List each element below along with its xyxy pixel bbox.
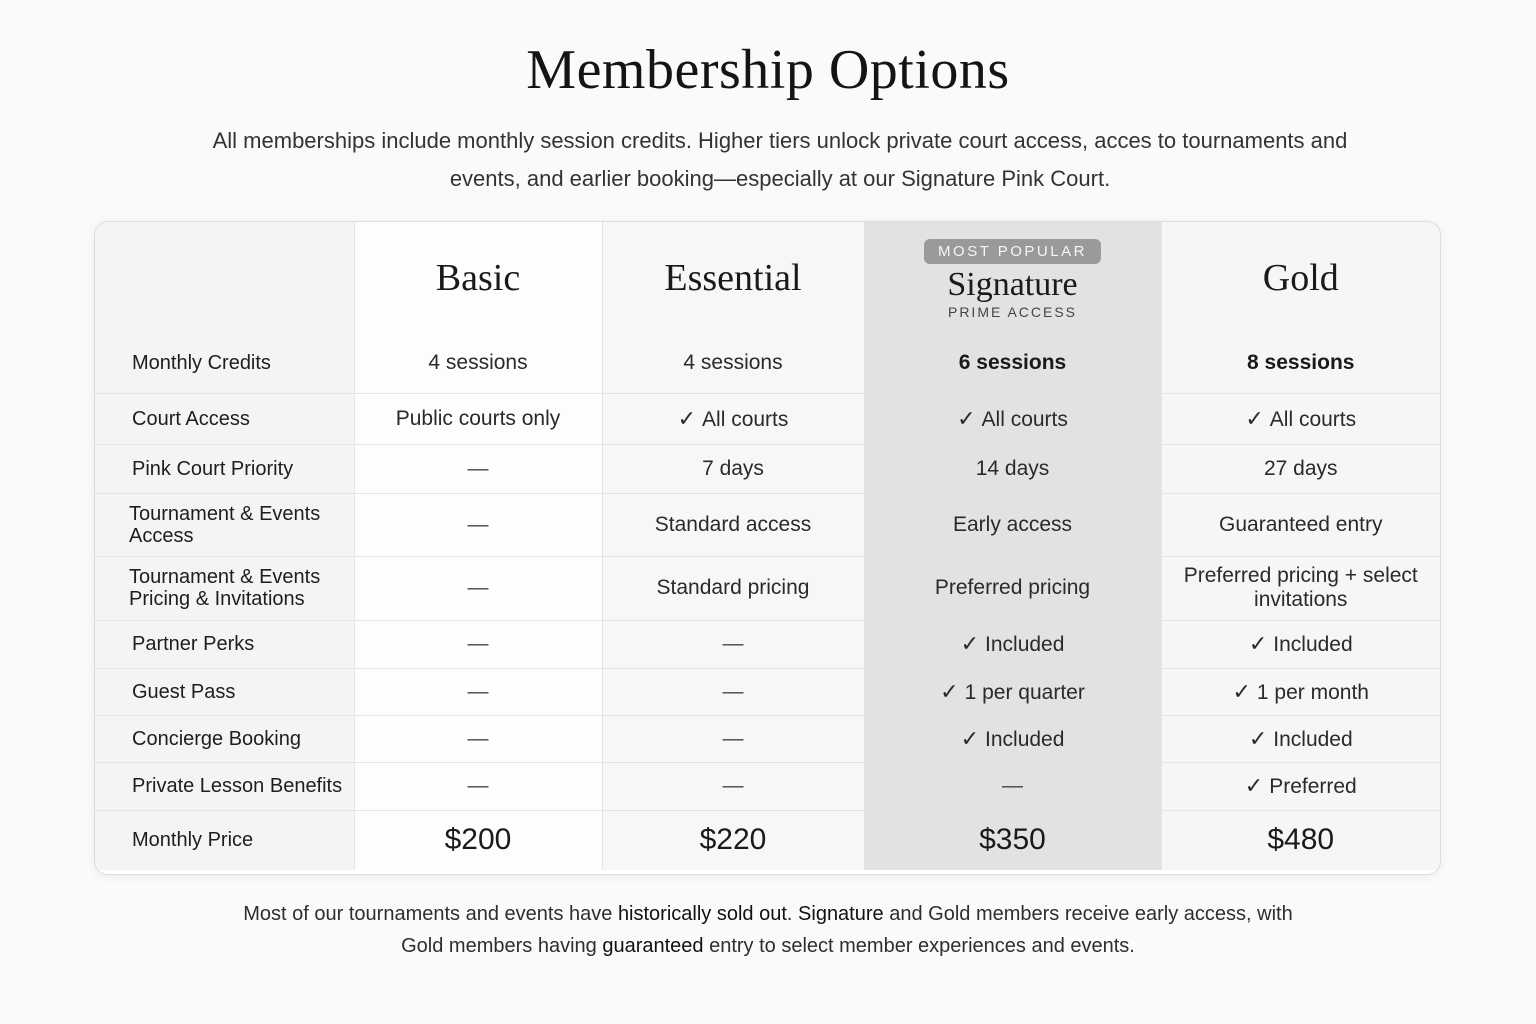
tier-name: Essential [664, 257, 802, 299]
cell-value: All courts [702, 407, 789, 431]
tier-name: Basic [435, 257, 521, 299]
price-value: $480 [1267, 823, 1335, 857]
dash-value: — [1002, 774, 1023, 797]
row-label: Concierge Booking [95, 715, 354, 762]
cell-value: 14 days [975, 456, 1050, 480]
cell-gold [1161, 668, 1440, 715]
footer-text: and Gold members receive early access, with Gold members having [401, 903, 1293, 957]
cell-basic [354, 493, 602, 556]
cell-value: Preferred pricing + select invitations [1183, 564, 1418, 611]
cell-basic [354, 620, 602, 668]
cell-basic [354, 810, 602, 870]
cell-gold [1161, 762, 1440, 810]
dash-value: — [467, 726, 489, 750]
cell-value: Preferred [1269, 775, 1357, 798]
table-row [95, 493, 1440, 556]
cell-sig [864, 810, 1161, 870]
cell-ess [602, 556, 864, 620]
cell-basic [354, 715, 602, 762]
cell-value: All courts [1269, 407, 1357, 431]
cell-sig [864, 444, 1161, 493]
tier-header-essential [602, 222, 864, 334]
cell-value: Public courts only [395, 406, 561, 430]
row-label: Private Lesson Benefits [95, 762, 354, 810]
cell-gold [1161, 334, 1440, 393]
page-subtitle: All memberships include monthly session credits. Higher tiers unlock private court access, acces to tournaments and events, and earlier booking—especially at our Signature Pink Court. [212, 128, 1348, 191]
cell-value: 27 days [1263, 456, 1338, 480]
table-row [95, 334, 1440, 393]
cell-sig [864, 393, 1161, 444]
row-label: Pink Court Priority [95, 444, 354, 493]
cell-gold [1161, 810, 1440, 870]
cell-value: Included [985, 633, 1065, 656]
row-label: Monthly Price [95, 810, 354, 870]
row-label: Monthly Credits [95, 334, 354, 393]
header-corner [95, 222, 354, 334]
price-value: $350 [979, 823, 1046, 857]
dash-value: — [467, 576, 489, 599]
cell-sig [864, 668, 1161, 715]
cell-value: Standard access [654, 512, 812, 536]
cell-value: 1 per month [1256, 680, 1369, 704]
most-popular-badge: MOST POPULAR [924, 239, 1101, 264]
check-icon: ✓ [960, 725, 980, 751]
cell-basic [354, 762, 602, 810]
dash-value: — [467, 456, 489, 480]
cell-sig [864, 493, 1161, 556]
tier-name: Signature [947, 265, 1078, 303]
cell-gold [1161, 556, 1440, 620]
cell-ess [602, 493, 864, 556]
cell-value: Preferred pricing [934, 576, 1091, 599]
price-value: $220 [699, 823, 767, 857]
cell-ess [602, 393, 864, 444]
check-icon: ✓ [940, 678, 959, 704]
footer-emphasis: guaranteed [602, 935, 704, 957]
footer-text: Most of our tournaments and events have [243, 903, 618, 925]
table-row [95, 620, 1440, 668]
cell-value: 4 sessions [683, 351, 783, 375]
check-icon: ✓ [1245, 405, 1264, 431]
cell-value: Guaranteed entry [1219, 512, 1383, 536]
cell-value: 4 sessions [428, 351, 528, 375]
cell-gold [1161, 620, 1440, 668]
cell-ess [602, 620, 864, 668]
cell-gold [1161, 393, 1440, 444]
footer-text: entry to select member experiences and events. [703, 935, 1135, 957]
cell-basic [354, 334, 602, 393]
cell-basic [354, 668, 602, 715]
cell-sig [864, 620, 1161, 668]
footer-note [230, 898, 1306, 962]
dash-value: — [722, 726, 744, 750]
cell-basic [354, 444, 602, 493]
row-label: Court Access [95, 393, 354, 444]
row-label: Guest Pass [95, 668, 354, 715]
price-value: $200 [444, 823, 512, 857]
cell-value: 7 days [702, 456, 764, 480]
cell-value: Included [1273, 633, 1353, 656]
tier-header-row [95, 222, 1440, 334]
check-icon: ✓ [957, 405, 976, 431]
cell-ess [602, 810, 864, 870]
footer-emphasis: Signature [798, 903, 884, 925]
dash-value: — [722, 679, 744, 703]
cell-value: Standard pricing [656, 576, 810, 599]
cell-sig [864, 715, 1161, 762]
page-title: Membership Options [526, 39, 1010, 101]
cell-ess [602, 334, 864, 393]
check-icon: ✓ [1248, 631, 1268, 656]
row-label: Partner Perks [95, 620, 354, 668]
cell-ess [602, 715, 864, 762]
cell-value: All courts [981, 407, 1068, 431]
cell-ess [602, 668, 864, 715]
footer-text: . [786, 903, 799, 925]
cell-ess [602, 762, 864, 810]
cell-sig [864, 556, 1161, 620]
check-icon: ✓ [1244, 773, 1264, 798]
cell-sig [864, 762, 1161, 810]
tier-header-gold [1161, 222, 1440, 334]
cell-sig [864, 334, 1161, 393]
cell-ess [602, 444, 864, 493]
dash-value: — [467, 512, 489, 536]
cell-value: Included [1273, 727, 1353, 751]
check-icon: ✓ [960, 631, 980, 656]
tier-header-basic [354, 222, 602, 334]
table-row [95, 810, 1440, 870]
check-icon: ✓ [677, 405, 697, 431]
table-row [95, 556, 1440, 620]
check-icon: ✓ [1232, 678, 1251, 704]
table-row [95, 393, 1440, 444]
dash-value: — [722, 632, 744, 655]
cell-value: 8 sessions [1247, 351, 1355, 375]
cell-gold [1161, 444, 1440, 493]
table-row [95, 444, 1440, 493]
table-row [95, 668, 1440, 715]
cell-value: Early access [952, 512, 1073, 536]
feature-rows [95, 334, 1440, 870]
table-row [95, 715, 1440, 762]
tier-name: Gold [1262, 257, 1339, 299]
tier-subtitle: PRIME ACCESS [947, 303, 1078, 320]
row-label: Tournament & Events Pricing & Invitations [95, 556, 354, 620]
cell-gold [1161, 493, 1440, 556]
row-label: Tournament & Events Access [95, 493, 354, 556]
cell-gold [1161, 715, 1440, 762]
dash-value: — [467, 632, 489, 655]
check-icon: ✓ [1248, 725, 1268, 751]
dash-value: — [722, 774, 744, 797]
footer-emphasis: historically sold out [617, 903, 787, 925]
dash-value: — [467, 774, 489, 797]
cell-basic [354, 556, 602, 620]
cell-value: Included [985, 727, 1065, 751]
cell-basic [354, 393, 602, 444]
membership-comparison-table [94, 221, 1441, 875]
cell-value: 1 per quarter [964, 680, 1085, 704]
table-row [95, 762, 1440, 810]
dash-value: — [467, 679, 489, 703]
tier-header-signature [864, 222, 1161, 334]
cell-value: 6 sessions [958, 351, 1067, 375]
